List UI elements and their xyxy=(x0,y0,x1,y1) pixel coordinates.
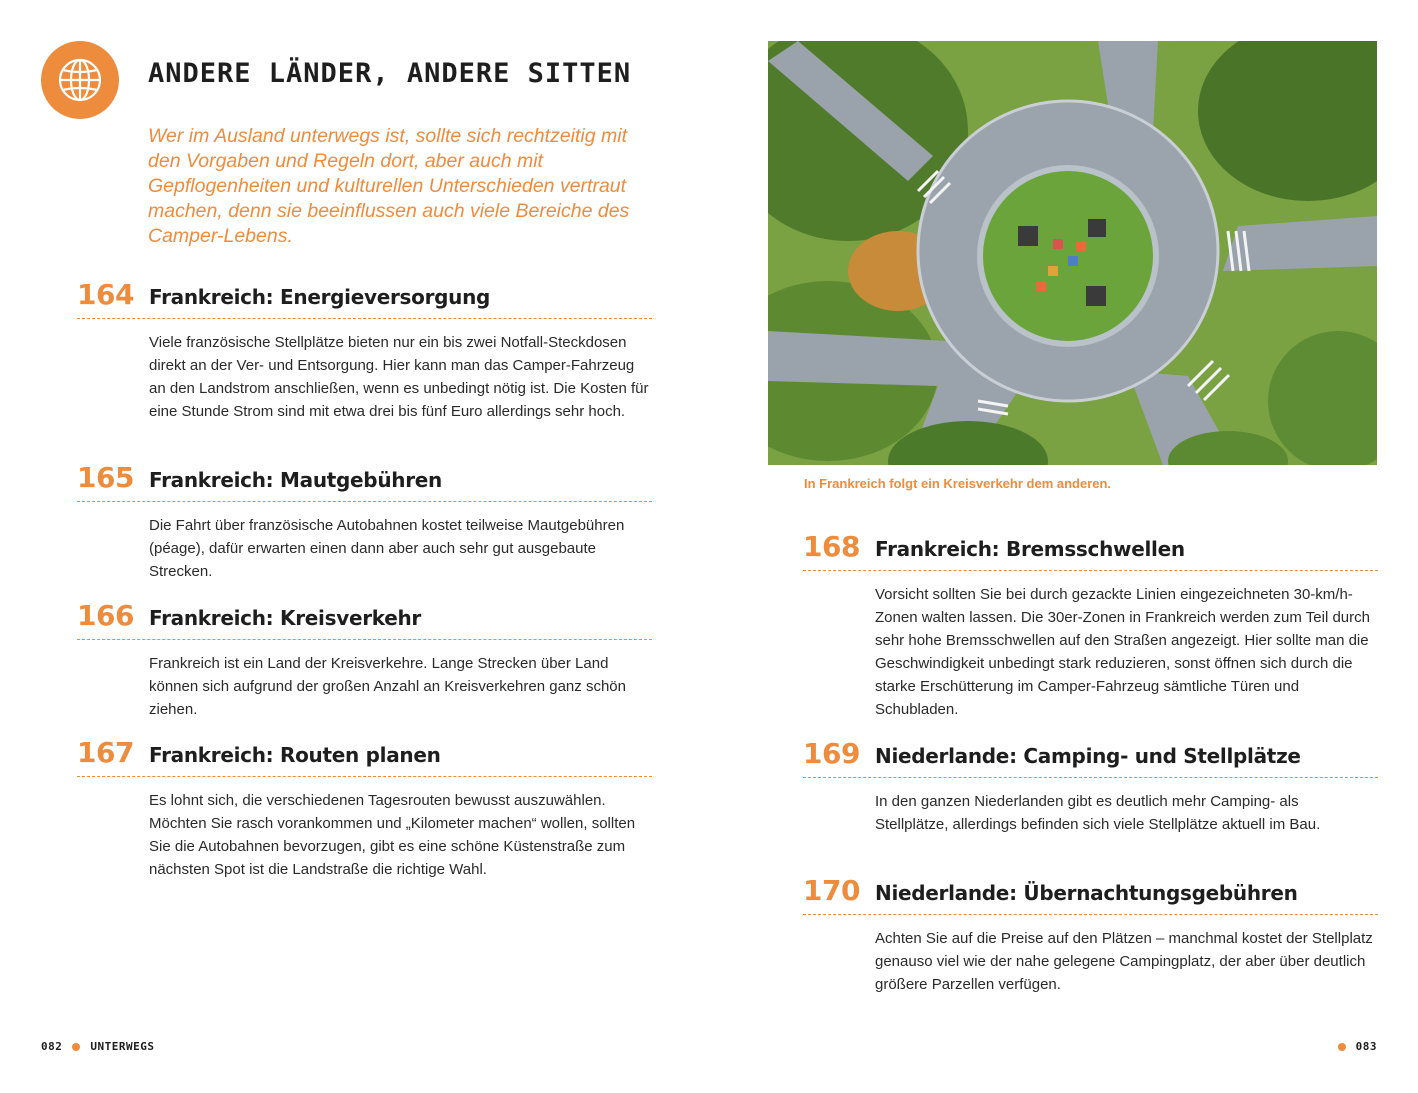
tip-number: 169 xyxy=(803,737,860,770)
tip-body: Frankreich ist ein Land der Kreisverkehre. Lange Strecken über Land können sich aufgrund der großen Anzahl an Kreisverkehren ganz schön ziehen. xyxy=(149,655,626,718)
tip-number: 164 xyxy=(77,278,134,311)
tip-168 xyxy=(803,530,1378,721)
tip-170 xyxy=(803,874,1378,996)
page-number: 082 xyxy=(41,1040,63,1053)
tip-title: Frankreich: Mautgebühren xyxy=(149,468,442,492)
dashed-divider xyxy=(77,776,652,777)
tip-body: Vorsicht sollten Sie bei durch gezackte Linien eingezeichneten 30-km/h-Zonen walten lassen. Die 30er-Zonen in Frankreich werden zum Teil durch sehr hohe Bremsschwellen auf den Straßen angezeigt. Hier sollte man die Geschwindigkeit unbedingt stark reduzieren, sonst öffnen sich durch die starke Erschütterung im Camper-Fahrzeug sämtliche Türen und Schubladen. xyxy=(875,586,1370,718)
tip-number: 168 xyxy=(803,530,860,563)
tip-166 xyxy=(77,599,652,721)
tip-body: Viele französische Stellplätze bieten nur ein bis zwei Notfall-Steckdosen direkt an der Ver- und Entsorgung. Hier kann man das Camper-Fahrzeug an den Landstrom anschließen, wenn es unbedingt nötig ist. Die Kosten für eine Stunde Strom sind mit etwa drei bis fünf Euro allerdings sehr hoch. xyxy=(149,334,649,420)
tip-body: In den ganzen Niederlanden gibt es deutlich mehr Camping- als Stellplätze, allerdings befinden sich viele Stellplätze aktuell im Bau. xyxy=(875,793,1321,833)
dashed-divider xyxy=(803,777,1378,778)
tip-body: Die Fahrt über französische Autobahnen kostet teilweise Mautgebühren (péage), dafür erwarten einen dann aber auch sehr gut ausgebaute Strecken. xyxy=(149,517,625,580)
chapter-intro: Wer im Ausland unterwegs ist, sollte sich rechtzeitig mit den Vorgaben und Regeln dort, aber auch mit Gepflogenheiten und kulturellen Unterschieden vertraut machen, denn sie beeinflussen auch viele Bereiche des Camper-Lebens. xyxy=(148,125,630,247)
tip-title: Frankreich: Routen planen xyxy=(149,743,441,767)
tip-title: Frankreich: Bremsschwellen xyxy=(875,537,1185,561)
tip-title: Niederlande: Camping- und Stellplätze xyxy=(875,744,1301,768)
tip-number: 166 xyxy=(77,599,134,632)
roundabout-photo xyxy=(768,41,1377,465)
tip-169 xyxy=(803,737,1378,836)
dashed-divider xyxy=(803,570,1378,571)
photo-caption: In Frankreich folgt ein Kreisverkehr dem anderen. xyxy=(804,476,1112,491)
dashed-divider xyxy=(803,914,1378,915)
tip-number: 165 xyxy=(77,461,134,494)
section-name: UNTERWEGS xyxy=(90,1040,155,1053)
dashed-divider xyxy=(77,501,652,502)
page-number: 083 xyxy=(1355,1040,1377,1053)
page-footer xyxy=(1328,1040,1377,1053)
tip-title: Frankreich: Kreisverkehr xyxy=(149,606,421,630)
tip-body: Achten Sie auf die Preise auf den Plätzen – manchmal kostet der Stellplatz genauso viel wie der nahe gelegene Campingplatz, der aber über deutlich größere Parzellen verfügen. xyxy=(875,930,1373,993)
tip-title: Frankreich: Energieversorgung xyxy=(149,285,491,309)
tip-number: 170 xyxy=(803,874,860,907)
tip-165 xyxy=(77,461,652,583)
dashed-divider xyxy=(77,639,652,640)
footer-dot-icon xyxy=(1338,1043,1346,1051)
globe-icon xyxy=(41,41,119,119)
tip-164 xyxy=(77,278,652,423)
right-page xyxy=(709,0,1418,1093)
tip-number: 167 xyxy=(77,736,134,769)
tip-body: Es lohnt sich, die verschiedenen Tagesrouten bewusst auszuwählen. Möchten Sie rasch vorankommen und „Kilometer machen“ wollen, sollten Sie die Autobahnen bevorzugen, gibt es eine schöne Küstenstraße zum nächsten Spot ist die Landstraße die richtige Wahl. xyxy=(149,792,636,878)
dashed-divider xyxy=(77,318,652,319)
tip-title: Niederlande: Übernachtungsgebühren xyxy=(875,881,1298,905)
footer-dot-icon xyxy=(72,1043,80,1051)
chapter-title: ANDERE LÄNDER, ANDERE SITTEN xyxy=(148,58,632,89)
tip-167 xyxy=(77,736,652,881)
page-footer xyxy=(41,1040,154,1053)
